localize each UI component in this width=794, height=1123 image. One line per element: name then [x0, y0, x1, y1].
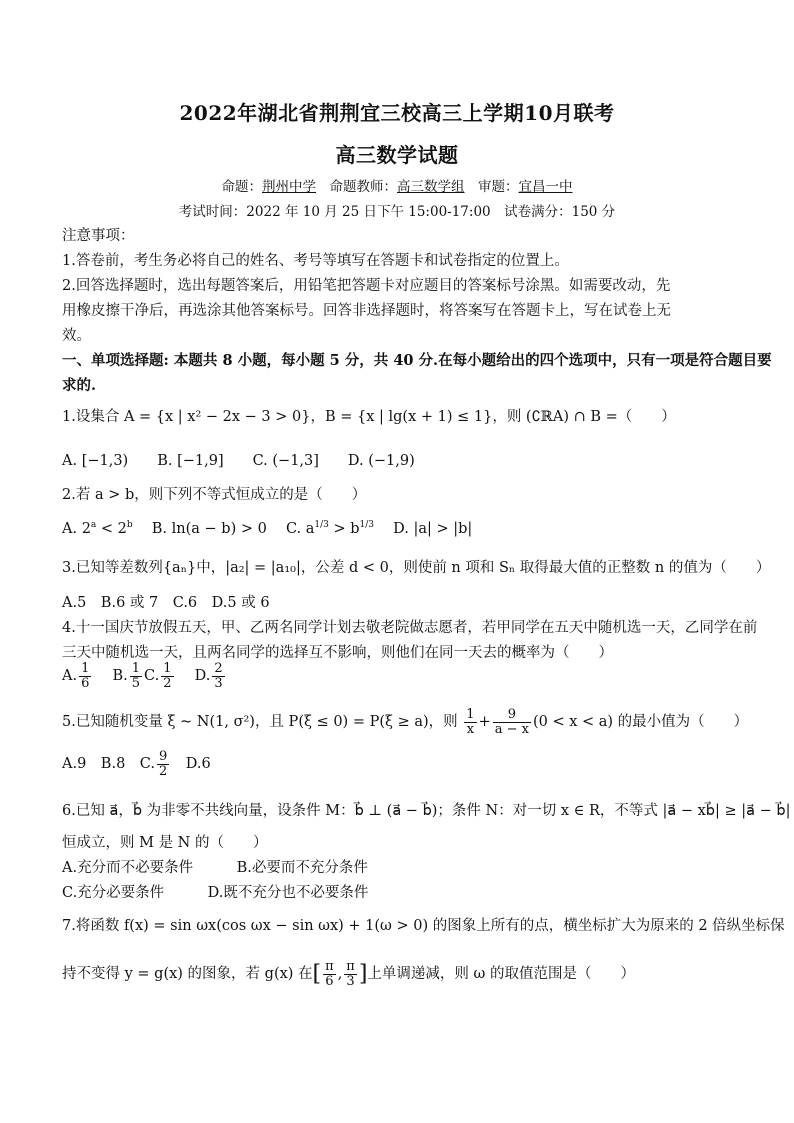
q6-stem-2: 恒成立，则 M 是 N 的（ ） [62, 835, 268, 851]
q2-options: A. $2^a < 2^b$ B. ln(a − b) > 0 C. $a^{1/3} > b^{1/3}$ D. |a| > |b| [62, 520, 473, 537]
q7-stem-1: 7.将函数 f(x) = sin ωx(cos ωx − sin ωx) + 1(ω > 0) 的图象上所有的点，横坐标扩大为原来的 2 倍纵坐标保 [62, 918, 785, 934]
q5-options: A.9 B.8 C. $\frac{9}{2}$ D.6 [62, 749, 211, 779]
author-line: 命题：荆州中学 命题教师：高三数学组 审题：宜昌一中 [221, 179, 573, 195]
q4-stem-2: 三天中随机选一天，且两名同学的选择互不影响，则他们在同一天去的概率为（ ） [62, 645, 613, 661]
q1-stem: 1.设集合 A = {x | x² − 2x − 3 > 0}，B = {x | lg(x + 1) ≤ 1}，则 (∁ℝA) ∩ B =（ ） [62, 409, 676, 425]
fraction: $\frac{\pi}{3}$ [346, 959, 355, 989]
fraction: $\frac{\pi}{6}$ [325, 959, 334, 989]
fraction: $\frac{2}{3}$ [214, 661, 223, 691]
fraction: $\frac{1}{x}$ [466, 707, 475, 737]
notes-heading: 注意事项： [62, 228, 135, 244]
author-school: 荆州中学 [262, 179, 316, 195]
q5-stem: 5.已知随机变量 ξ ~ N(1, σ²)，且 P(ξ ≤ 0) = P(ξ ≥ a)，则 $\frac{1}{x}$ + $\frac{9}{a - x}$ (0 < x < a) 的最小值为（ ） [62, 707, 749, 737]
exam-info: 考试时间：2022 年 10 月 25 日下午 15:00-17:00 试卷满分：150 分 [178, 204, 616, 220]
fraction: $\frac{9}{2}$ [158, 749, 168, 779]
q3-options: A.5 B.6 或 7 C.6 D.5 或 6 [62, 595, 270, 611]
fraction: $\frac{1}{5}$ [131, 661, 141, 691]
q1-options: A. [−1,3) B. [−1,9] C. (−1,3] D. (−1,9) [62, 453, 415, 469]
fraction: $\frac{1}{6}$ [81, 661, 90, 691]
review-school: 宜昌一中 [518, 179, 573, 195]
q6-options-cd: C.充分必要条件 D.既不充分也不必要条件 [62, 885, 369, 901]
q6-options-ab: A.充分而不必要条件 B.必要而不充分条件 [62, 860, 368, 876]
q6-stem-1: 6.已知 a⃗，b⃗ 为非零不共线向量，设条件 M：b⃗ ⊥ (a⃗ − b⃗)；条件 N：对一切 x ∈ R，不等式 |a⃗ − xb⃗| ≥ |a⃗ − b⃗| [62, 803, 791, 819]
q2-stem: 2.若 a > b，则下列不等式恒成立的是（ ） [62, 487, 367, 503]
fraction: $\frac{1}{2}$ [163, 661, 172, 691]
note-2b: 用橡皮擦干净后，再选涂其他答案标号。回答非选择题时，将答案写在答题卡上，写在试卷上无 [62, 303, 671, 319]
fraction: $\frac{9}{a - x}$ [494, 707, 529, 737]
exam-title: 2022年湖北省荆荆宜三校高三上学期10月联考 [179, 101, 615, 125]
note-2c: 效。 [62, 328, 91, 344]
note-1: 1.答卷前，考生务必将自己的姓名、考号等填写在答题卡和试卷指定的位置上。 [62, 253, 569, 269]
section-heading-cont: 求的. [62, 377, 97, 394]
section-heading: 一、单项选择题: 本题共 8 小题，每小题 5 分，共 40 分.在每小题给出的四个选项中，只有一项是符合题目要 [62, 352, 772, 369]
q7-stem-2: 持不变得 y = g(x) 的图象，若 g(x) 在[ $\frac{\pi}{6}$ , $\frac{\pi}{3}$ ]上单调递减，则 ω 的取值范围是（ ） [62, 959, 635, 989]
q4-options: A. $\frac{1}{6}$ B. $\frac{1}{5}$ C. $\frac{1}{2}$ D. $\frac{2}{3}$ [62, 661, 223, 691]
q3-stem: 3.已知等差数列{aₙ}中，|a₂| = |a₁₀|，公差 d < 0，则使前 n 项和 Sₙ 取得最大值的正整数 n 的值为（ ） [62, 560, 771, 576]
exam-subtitle: 高三数学试题 [335, 143, 459, 167]
teacher: 高三数学组 [397, 179, 465, 195]
q4-stem-1: 4.十一国庆节放假五天，甲、乙两名同学计划去敬老院做志愿者，若甲同学在五天中随机选一天，乙同学在前 [62, 620, 758, 636]
note-2a: 2.回答选择题时，选出每题答案后，用铅笔把答题卡对应题目的答案标号涂黑。如需要改动，先 [62, 278, 671, 294]
